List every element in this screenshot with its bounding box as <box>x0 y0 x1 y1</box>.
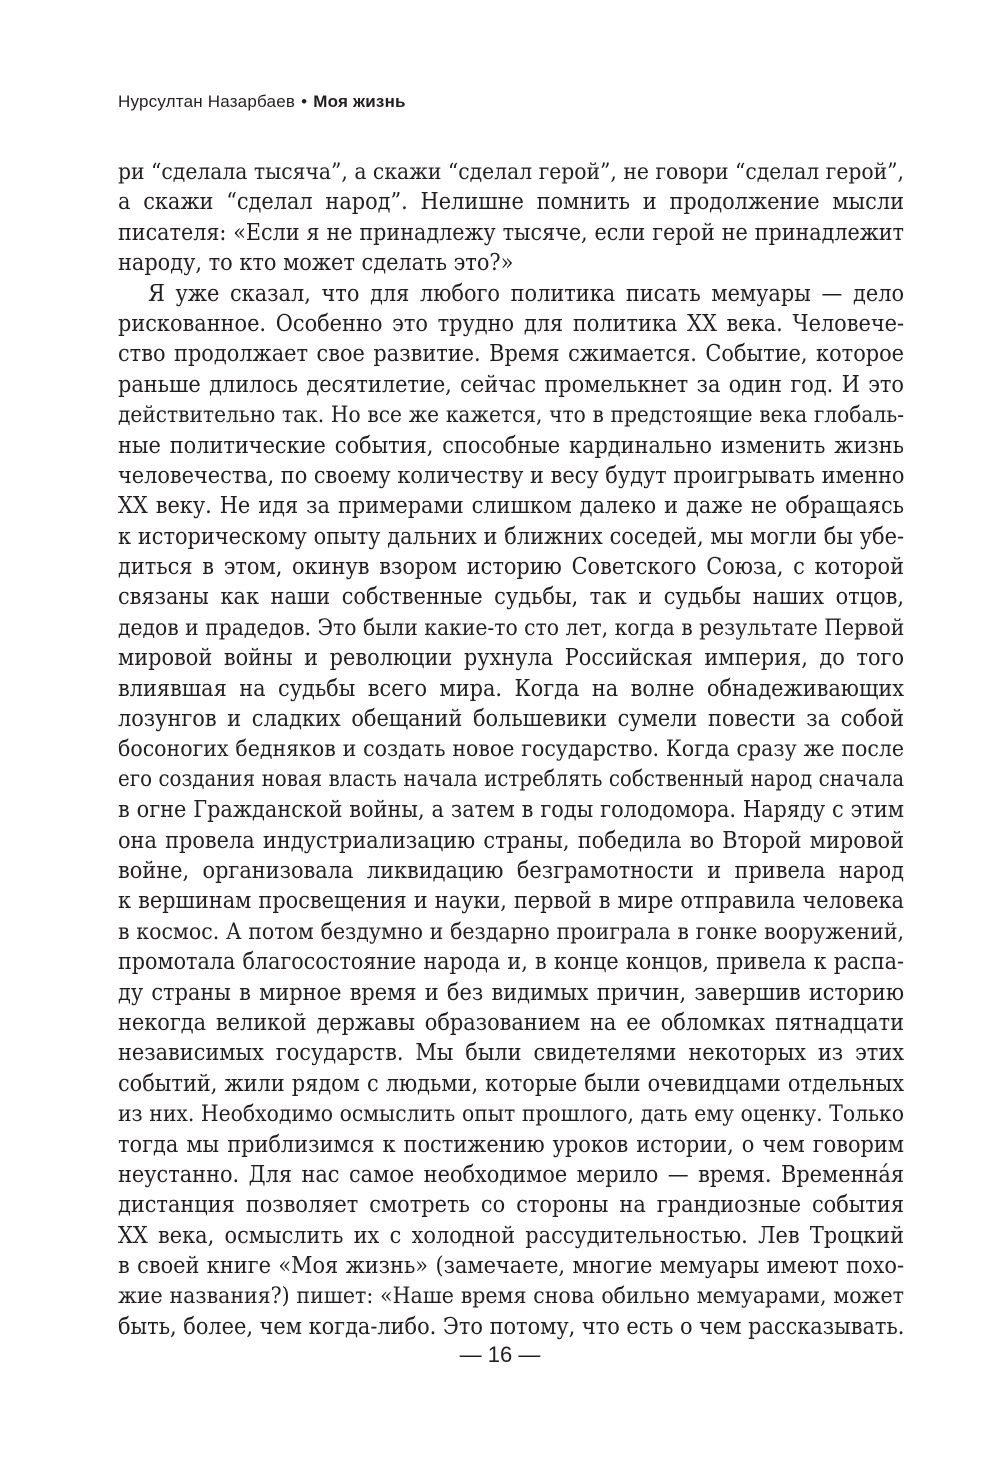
text-line: ду страны в мирное время и без видимых причин, завершив историю <box>118 978 904 1006</box>
text-line: быть, более, чем когда-либо. Это потому, что есть о чем рассказывать. <box>118 1312 904 1340</box>
text-line: жие названия?) пишет: «Наше время снова обильно мемуарами, может <box>118 1283 904 1310</box>
text-line: лозунгов и сладких обещаний большевики сумели повести за собой <box>118 705 904 733</box>
text-line: событий, жили рядом с людьми, которые были очевидцами отдельных <box>118 1069 904 1097</box>
text-line: дистанция позволяет смотреть со стороны на грандиозные события <box>118 1191 904 1219</box>
text-line: тогда мы приблизимся к постижению уроков истории, о чем говорим <box>118 1130 904 1158</box>
body-text <box>118 157 904 1342</box>
text-line: XX века, осмыслить их с холодной рассудительностью. Лев Троцкий <box>118 1221 904 1249</box>
page-number: — 16 — <box>459 1342 541 1367</box>
text-line: в своей книге «Моя жизнь» (замечаете, многие мемуары имеют похо- <box>118 1252 904 1280</box>
text-line: войне, организовала ликвидацию безграмотности и привела народ <box>118 856 904 884</box>
text-line: а скажи “сделал народ”. Нелишне помнить и продолжение мысли <box>118 188 904 216</box>
text-line: независимых государств. Мы были свидетелями некоторых из этих <box>118 1039 904 1067</box>
header-separator: • <box>301 92 308 111</box>
text-line: человечества, по своему количеству и весу будут проигрывать именно <box>118 461 904 489</box>
text-line: дедов и прадедов. Это были какие-то сто лет, когда в результате Первой <box>118 614 904 641</box>
text-line: из них. Необходимо осмыслить опыт прошлого, дать ему оценку. Только <box>118 1101 904 1128</box>
text-line: его создания новая власть начала истреблять собственный народ сначала <box>118 766 904 792</box>
text-line: в космос. А потом бездумно и бездарно проиграла в гонке вооружений, <box>118 918 904 945</box>
text-line: рискованное. Особенно это трудно для политика XX века. Человече- <box>118 309 904 337</box>
paragraph <box>118 279 904 1343</box>
text-line: босоногих бедняков и создать новое государство. Когда сразу же после <box>118 736 904 763</box>
text-line: мировой войны и революции рухнула Российская империя, до того <box>118 644 904 672</box>
text-line: в огне Гражданской войны, а затем в годы голодомора. Наряду с этим <box>118 796 904 824</box>
header-author: Нурсултан Назарбаев <box>118 92 296 111</box>
text-line: диться в этом, окинув взором историю Советского Союза, с которой <box>118 553 904 581</box>
text-line: неустанно. Для нас самое необходимое мерило — время. Временна́я <box>118 1160 904 1188</box>
text-line: народу, то кто может сделать это?» <box>118 249 514 277</box>
text-line: влиявшая на судьбы всего мира. Когда на волне обнадеживающих <box>118 674 904 702</box>
text-line: она провела индустриализацию страны, победила во Второй мировой <box>118 826 904 854</box>
text-line: ство продолжает свое развитие. Время сжимается. Событие, которое <box>118 340 904 368</box>
text-line: некогда великой державы образованием на ее обломках пятнадцати <box>118 1008 904 1036</box>
running-header <box>118 92 406 112</box>
text-line: XX веку. Не идя за примерами слишком далеко и даже не обращаясь <box>118 492 904 520</box>
text-line: действительно так. Но все же кажется, что в предстоящие века глобаль- <box>118 402 904 429</box>
text-line: связаны как наши собственные судьбы, так и судьбы наших отцов, <box>118 583 904 611</box>
text-line: писателя: «Если я не принадлежу тысяче, если герой не принадлежит <box>118 219 904 246</box>
header-book-title: Моя жизнь <box>313 92 406 111</box>
text-line: к историческому опыту дальних и ближних соседей, мы могли бы убе- <box>118 522 904 550</box>
text-line: к вершинам просвещения и науки, первой в мире отправила человека <box>118 887 904 915</box>
text-line: промотала благосостояние народа и, в конце концов, привела к распа- <box>118 949 904 976</box>
paragraph <box>118 157 904 279</box>
text-line: ные политические события, способные кардинально изменить жизнь <box>118 431 904 459</box>
text-line: раньше длилось десятилетие, сейчас промелькнет за один год. И это <box>118 370 904 398</box>
text-line: ри “сделала тысяча”, а скажи “сделал герой”, не говори “сделал герой”, <box>118 159 904 185</box>
text-line: Я уже сказал, что для любого политика писать мемуары — дело <box>148 279 904 307</box>
